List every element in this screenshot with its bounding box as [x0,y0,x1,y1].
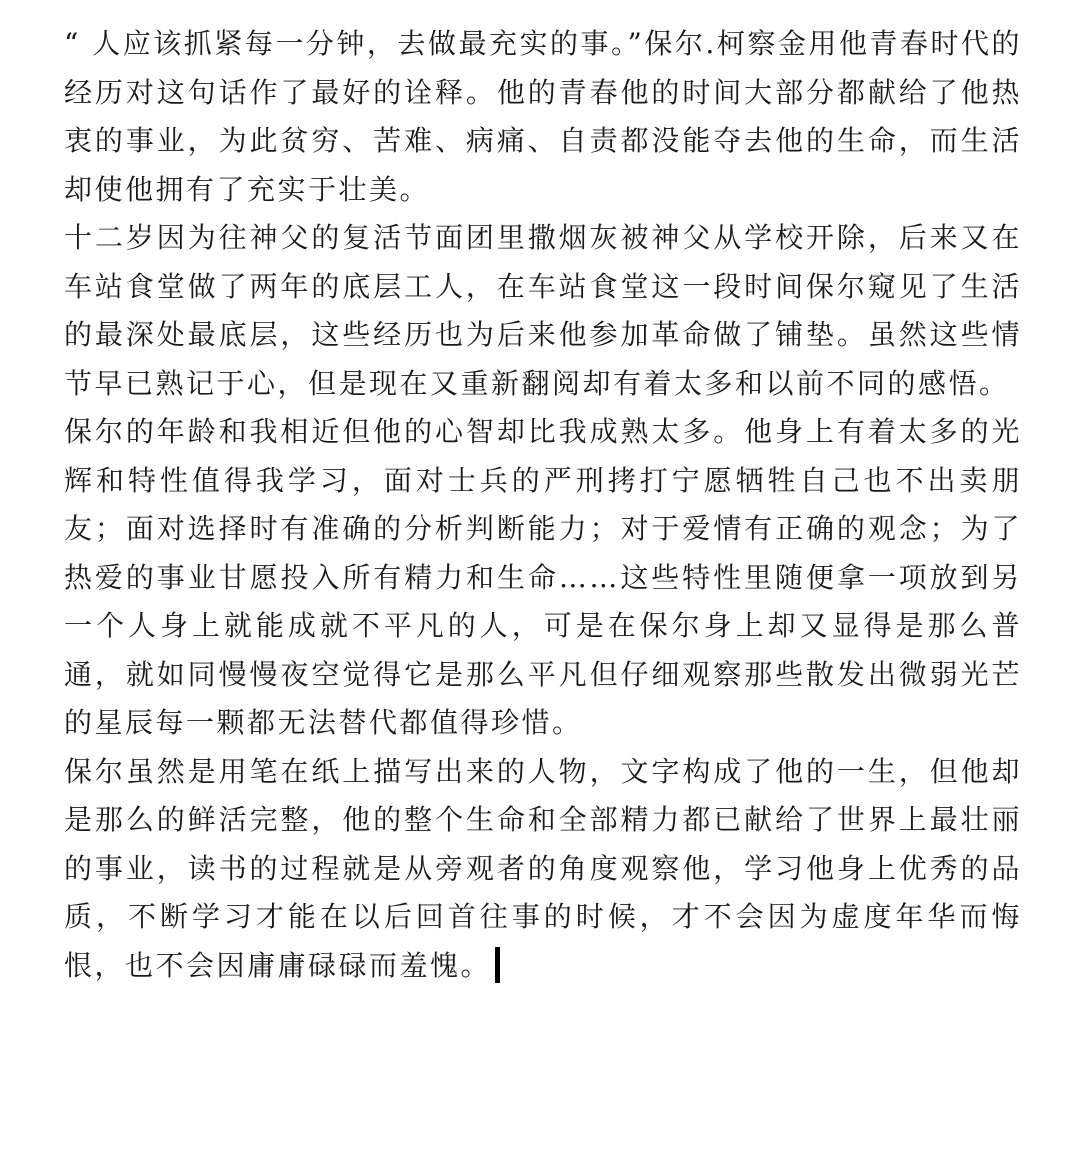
paragraph-3: 保尔的年龄和我相近但他的心智却比我成熟太多。他身上有着太多的光辉和特性值得我学习，面对士兵的严刑拷打宁愿牺牲自己也不出卖朋友；面对选择时有准确的分析判断能力；对于爱情有正确的观念；为了热爱的事业甘愿投入所有精力和生命……这些特性里随便拿一项放到另一个人身上就能成就不平凡的人，可是在保尔身上却又显得是那么普通，就如同慢慢夜空觉得它是那么平凡但仔细观察那些散发出微弱光芒的星辰每一颗都无法替代都值得珍惜。 [64,415,1022,739]
paragraph-4 [64,748,1022,991]
essay-body [64,20,1022,990]
paragraph-2: 十二岁因为往神父的复活节面团里撒烟灰被神父从学校开除，后来又在车站食堂做了两年的底层工人，在车站食堂这一段时间保尔窥见了生活的最深处最底层，这些经历也为后来他参加革命做了铺垫。虽然这些情节早已熟记于心，但是现在又重新翻阅却有着太多和以前不同的感悟。 [64,221,1022,400]
text-cursor [495,947,500,983]
paragraph-4-text: 保尔虽然是用笔在纸上描写出来的人物，文字构成了他的一生，但他却是那么的鲜活完整，他的整个生命和全部精力都已献给了世界上最壮丽的事业，读书的过程就是从旁观者的角度观察他，学习他身上优秀的品质，不断学习才能在以后回首往事的时候，才不会因为虚度年华而悔恨，也不会因庸庸碌碌而羞愧。 [64,754,1022,982]
paragraph-1: “ 人应该抓紧每一分钟，去做最充实的事。”保尔.柯察金用他青春时代的经历对这句话作了最好的诠释。他的青春他的时间大部分都献给了他热衷的事业，为此贫穷、苦难、病痛、自责都没能夺去他的生命，而生活却使他拥有了充实于壮美。 [64,27,1022,206]
